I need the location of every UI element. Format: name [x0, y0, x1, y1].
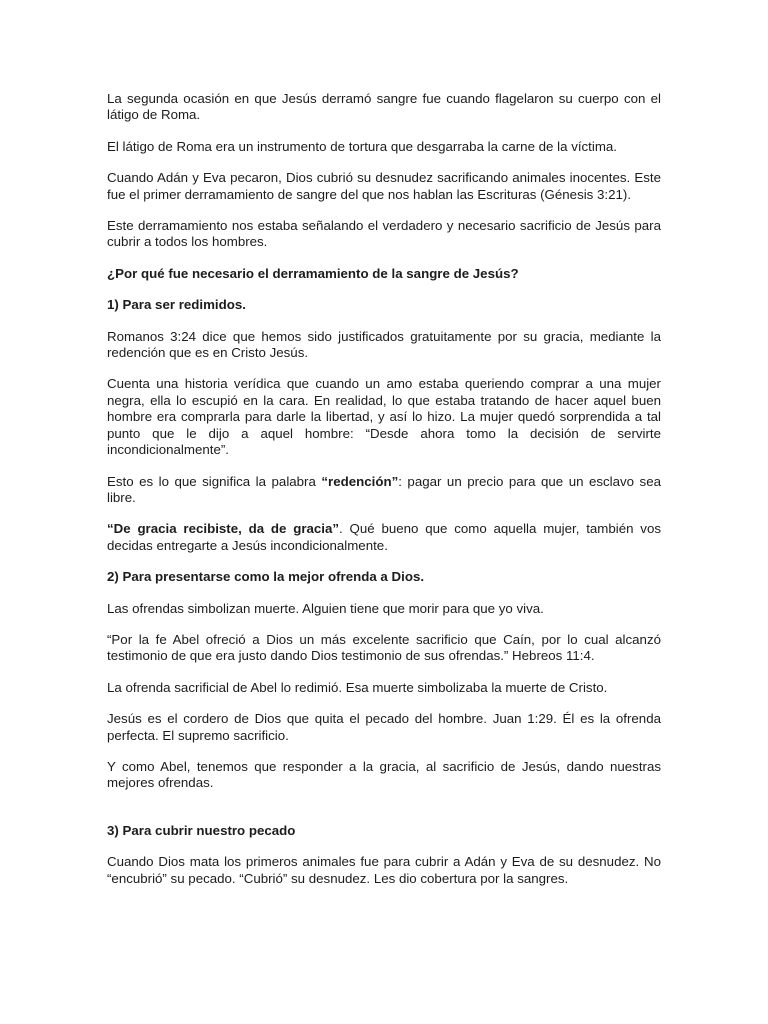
- text-run: Esto es lo que significa la palabra: [107, 473, 322, 489]
- paragraph-gracia: [107, 521, 661, 554]
- paragraph: Este derramamiento nos estaba señalando el verdadero y necesario sacrificio de Jesús para cubrir a todos los hombres.: [107, 218, 661, 250]
- paragraph: Cuando Adán y Eva pecaron, Dios cubrió su desnudez sacrificando animales inocentes. Este fue el primer derramamiento de sangre del que nos hablan las Escrituras (Génesis 3:21).: [107, 170, 661, 202]
- text-run: : pagar un precio para que un esclavo sea libre.: [107, 473, 661, 505]
- bold-term: “redención”: [321, 473, 399, 489]
- paragraph: Cuenta una historia verídica que cuando un amo estaba queriendo comprar a una mujer negra, ella lo escupió en la cara. En realidad, lo que estaba tratando de hacer aquel buen hombre era comprarla para darle la libertad, y así lo hizo. La mujer quedó sorprendida a tal punto que le dijo a aquel hombre: “Desde ahora tomo la decisión de servirte incondicionalmente”.: [107, 376, 661, 458]
- paragraph: Las ofrendas simbolizan muerte. Alguien tiene que morir para que yo viva.: [107, 600, 544, 616]
- paragraph: El látigo de Roma era un instrumento de tortura que desgarraba la carne de la víctima.: [107, 138, 617, 154]
- paragraph: Romanos 3:24 dice que hemos sido justificados gratuitamente por su gracia, mediante la redención que es en Cristo Jesús.: [107, 328, 661, 361]
- section-question-heading: ¿Por qué fue necesario el derramamiento de la sangre de Jesús?: [107, 265, 519, 281]
- paragraph: La segunda ocasión en que Jesús derramó sangre fue cuando flagelaron su cuerpo con el látigo de Roma.: [107, 91, 661, 123]
- paragraph-redencion: [107, 474, 661, 507]
- section-heading-3: 3) Para cubrir nuestro pecado: [107, 822, 296, 838]
- bold-quote: “De gracia recibiste, da de gracia”: [107, 521, 340, 537]
- section-heading-2: 2) Para presentarse como la mejor ofrenda a Dios.: [107, 569, 425, 585]
- paragraph: “Por la fe Abel ofreció a Dios un más excelente sacrificio que Caín, por lo cual alcanzó testimonio de que era justo dando Dios testimonio de sus ofrendas.” Hebreos 11:4.: [107, 631, 661, 664]
- paragraph: Y como Abel, tenemos que responder a la gracia, al sacrificio de Jesús, dando nuestras mejores ofrendas.: [107, 758, 661, 791]
- paragraph: Jesús es el cordero de Dios que quita el pecado del hombre. Juan 1:29. Él es la ofrenda perfecta. El supremo sacrificio.: [107, 711, 661, 743]
- text-run: . Qué bueno que como aquella mujer, también vos decidas entregarte a Jesús incondicionalmente.: [107, 521, 661, 553]
- section-heading-1: 1) Para ser redimidos.: [107, 297, 246, 313]
- paragraph: Cuando Dios mata los primeros animales fue para cubrir a Adán y Eva de su desnudez. No “encubrió” su pecado. “Cubrió” su desnudez. Les dio cobertura por la sangres.: [107, 854, 661, 886]
- document-page: [107, 91, 661, 887]
- paragraph: La ofrenda sacrificial de Abel lo redimió. Esa muerte simbolizaba la muerte de Cristo.: [107, 679, 608, 695]
